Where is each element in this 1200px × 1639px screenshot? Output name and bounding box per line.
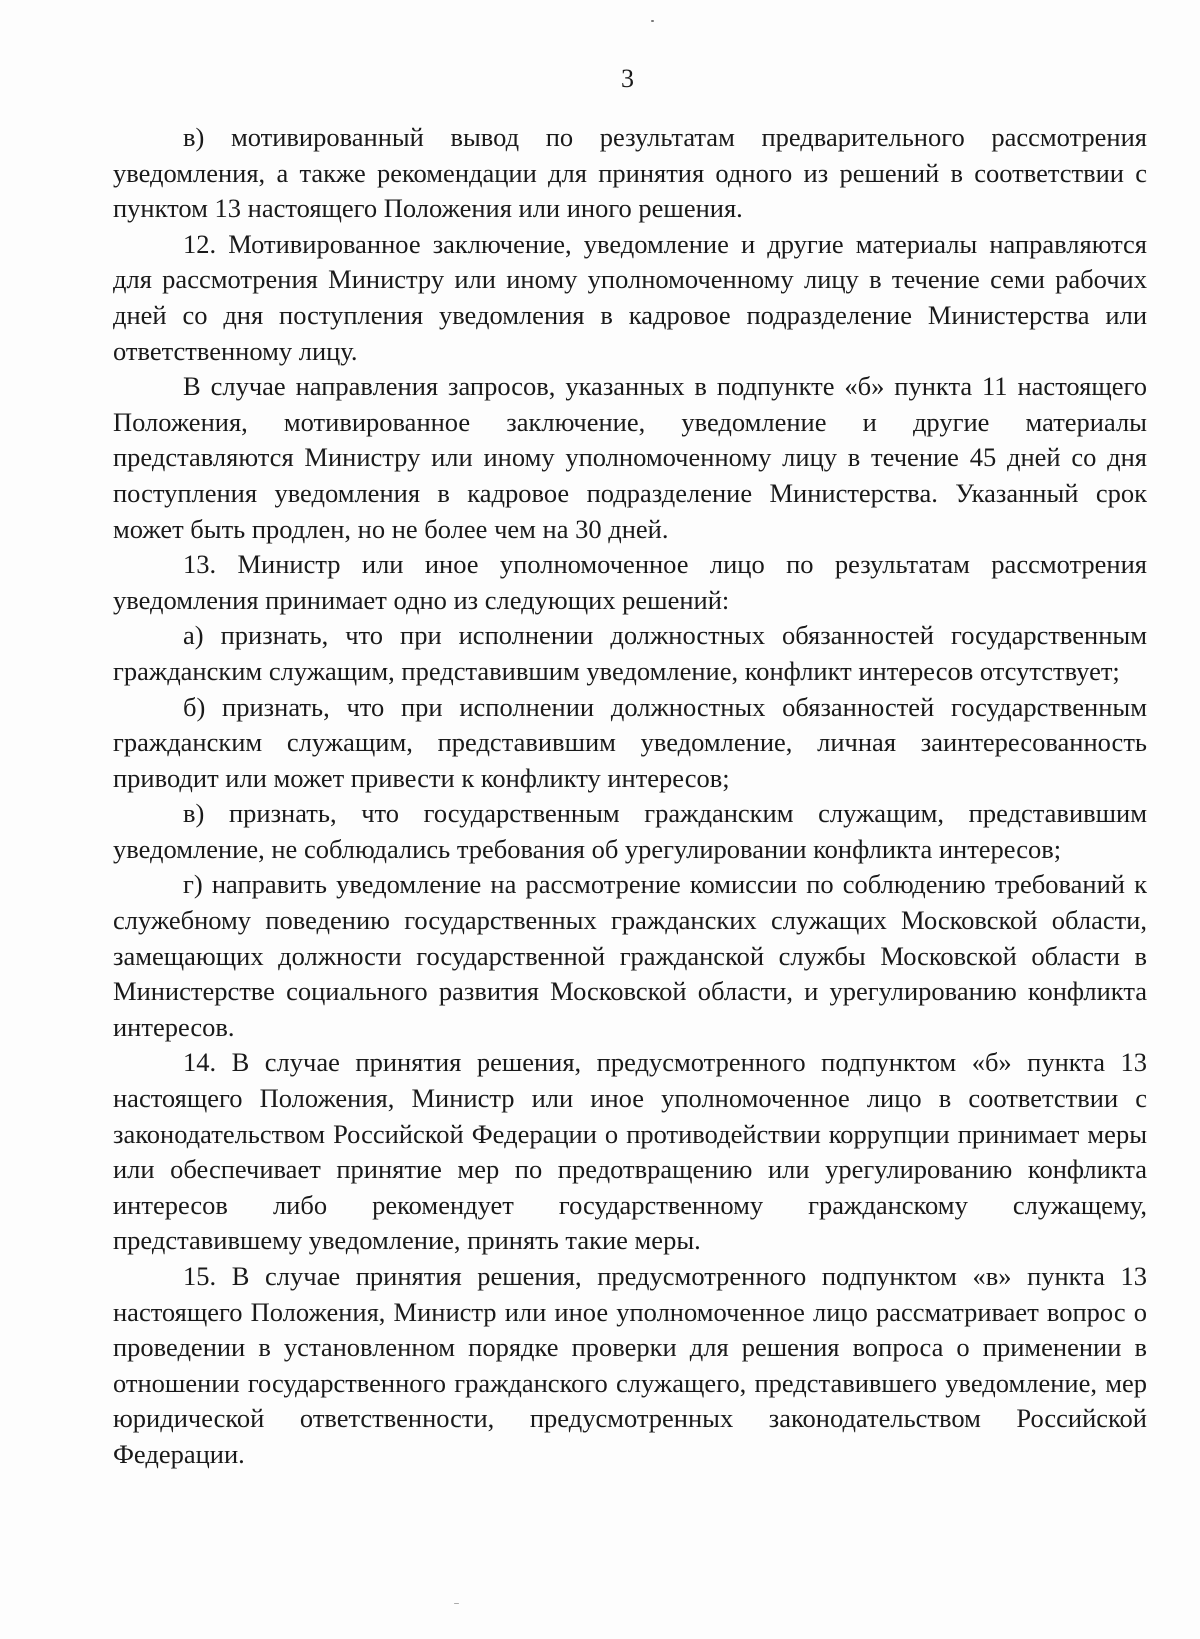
paragraph-13v: в) признать, что государственным гражданским служащим, представившим уведомление, не соблюдались требования об урегулировании конфликта интересов; bbox=[113, 798, 1147, 864]
scan-speck bbox=[454, 1603, 459, 1604]
page-number: 3 bbox=[621, 64, 634, 93]
scan-speck bbox=[651, 20, 654, 22]
paragraph-13g: г) направить уведомление на рассмотрение комиссии по соблюдению требований к служебному поведению государственных гражданских служащих Московской области, замещающих должности государственной гражданской службы Московской области в Министерстве социального развития Московской области, и урегулированию конфликта интересов. bbox=[113, 869, 1147, 1042]
paragraph-15: 15. В случае принятия решения, предусмотренного подпунктом «в» пункта 13 настоящего Положения, Министр или иное уполномоченное лицо рассматривает вопрос о проведении в установленном порядке проверки для решения вопроса о применении в отношении государственного гражданского служащего, представившего уведомление, мер юридической ответственности, предусмотренных законодательством Российской Федерации. bbox=[113, 1261, 1147, 1469]
paragraph-14: 14. В случае принятия решения, предусмотренного подпунктом «б» пункта 13 настоящего Положения, Министр или иное уполномоченное лицо в соответствии с законодательством Российской Федерации о противодействии коррупции принимает меры или обеспечивает принятие мер по предотвращению или урегулированию конфликта интересов либо рекомендует государственному гражданскому служащему, представившему уведомление, принять такие меры. bbox=[113, 1047, 1147, 1256]
document-body bbox=[113, 120, 1147, 1473]
paragraph-12: 12. Мотивированное заключение, уведомление и другие материалы направляются для рассмотрения Министру или иному уполномоченному лицу в течение семи рабочих дней со дня поступления уведомления в кадровое подразделение Министерства или ответственному лицу. bbox=[113, 228, 1147, 366]
paragraph-11v: в) мотивированный вывод по результатам предварительного рассмотрения уведомления, а также рекомендации для принятия одного из решений в соответствии с пунктом 13 настоящего Положения или иного решения. bbox=[113, 122, 1147, 224]
paragraph-13: 13. Министр или иное уполномоченное лицо по результатам рассмотрения уведомления принимает одно из следующих решений: bbox=[113, 549, 1147, 615]
paragraph-13b: б) признать, что при исполнении должностных обязанностей государственным гражданским служащим, представившим уведомление, личная заинтересованность приводит или может привести к конфликту интересов; bbox=[113, 691, 1147, 793]
paragraph-13a: а) признать, что при исполнении должностных обязанностей государственным гражданским служащим, представившим уведомление, конфликт интересов отсутствует; bbox=[113, 620, 1147, 686]
paragraph-12-continued: В случае направления запросов, указанных в подпункте «б» пункта 11 настоящего Положения, мотивированное заключение, уведомление и другие материалы представляются Министру или иному уполномоченному лицу в течение 45 дней со дня поступления уведомления в кадровое подразделение Министерства. Указанный срок может быть продлен, но не более чем на 30 дней. bbox=[113, 371, 1147, 544]
